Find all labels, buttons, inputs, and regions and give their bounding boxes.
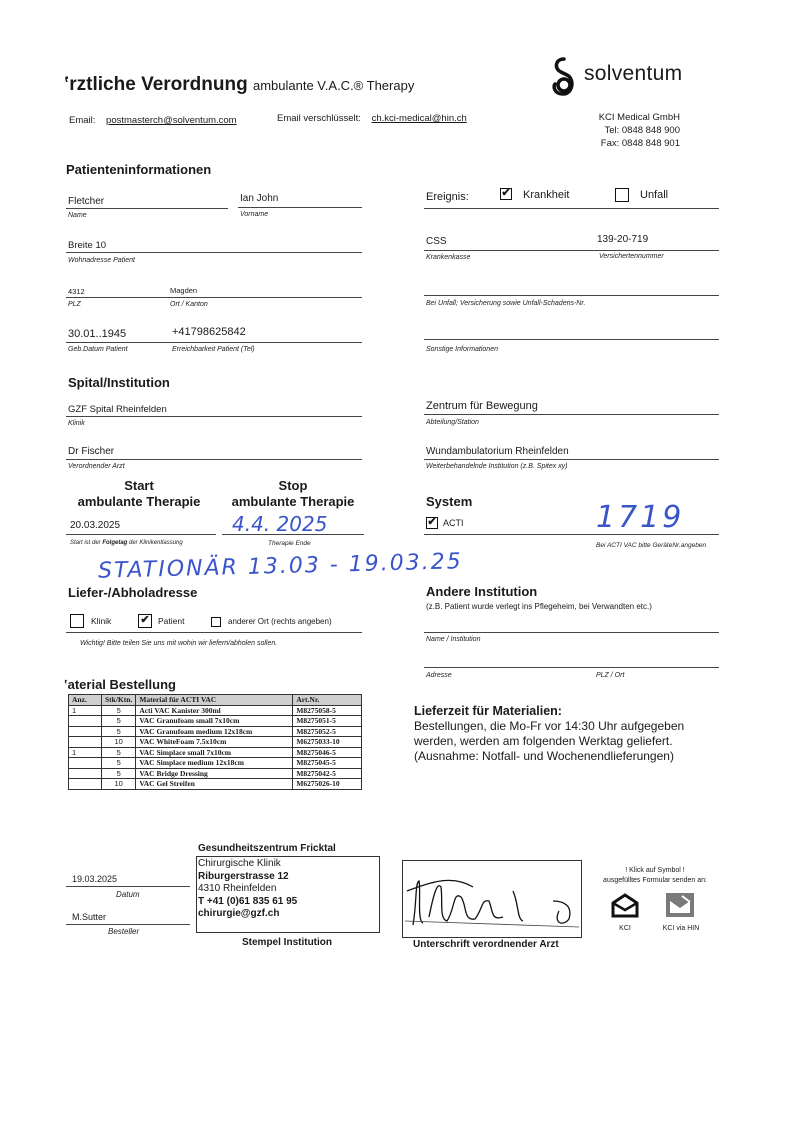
kci-hin-label: KCI via HIN bbox=[662, 925, 700, 932]
patient-vorname-value[interactable]: Ian John bbox=[240, 193, 279, 204]
table-row[interactable]: 1 5 Acti VAC Kanister 300ml M8275058-5 bbox=[69, 705, 362, 716]
krankenkasse-value[interactable]: CSS bbox=[426, 236, 447, 247]
stop-title bbox=[222, 478, 364, 510]
patient-address-label: Wohnadresse Patient bbox=[68, 257, 135, 264]
ort-value[interactable]: Magden bbox=[170, 286, 198, 295]
patient-section-title: Patienteninformationen bbox=[66, 162, 212, 177]
patient-delivery-checkbox[interactable]: ✔ bbox=[138, 614, 152, 628]
datum-label: Datum bbox=[116, 890, 140, 899]
stamp-label: Stempel Institution bbox=[242, 937, 332, 948]
send-kci-hin-button[interactable] bbox=[660, 892, 704, 932]
delivery-note: Wichtig! Bitte teilen Sie uns mit wohin wir liefern/abholen sollen. bbox=[80, 640, 278, 647]
plz-label: PLZ bbox=[68, 301, 81, 308]
datum-value[interactable]: 19.03.2025 bbox=[72, 874, 118, 884]
klinik-delivery-label: Klinik bbox=[91, 616, 112, 626]
material-table-header bbox=[69, 695, 362, 706]
versichertennummer-value[interactable]: 139-20-719 bbox=[597, 234, 649, 245]
versichertennummer-label: Versichertennummer bbox=[599, 253, 664, 260]
envelope-icon bbox=[610, 892, 640, 918]
signature-label: Unterschrift verordnender Arzt bbox=[413, 939, 559, 950]
stamp-line5: T +41 (0)61 835 61 95 bbox=[198, 895, 298, 907]
station-note-handwritten: STATIONÄR 13.03 - 19.03.25 bbox=[97, 549, 464, 584]
arzt-label: Verordnender Arzt bbox=[68, 463, 125, 470]
table-row[interactable]: 1 5 VAC Simplace small 7x10cm M8275046-5 bbox=[69, 747, 362, 758]
patient-name-label: Name bbox=[68, 212, 87, 219]
lieferzeit-block bbox=[414, 704, 684, 764]
send-instructions bbox=[590, 866, 720, 886]
abteilung-label: Abteilung/Station bbox=[426, 419, 479, 426]
patient-tel-label: Erreichbarkeit Patient (Tel) bbox=[172, 346, 255, 353]
institution-section-title: Spital/Institution bbox=[68, 375, 170, 390]
other-institution-hint: (z.B. Patient wurde verlegt ins Pflegeheim, bei Verwandten etc.) bbox=[426, 602, 652, 611]
start-title-line1: Start bbox=[124, 478, 154, 493]
patient-address-value[interactable]: Breite 10 bbox=[68, 240, 107, 251]
hin-envelope-icon bbox=[665, 892, 695, 918]
kci-label: KCI bbox=[619, 925, 631, 932]
table-row[interactable]: 5 VAC Granufoam medium 12x18cm M8275052-5 bbox=[69, 726, 362, 737]
material-table bbox=[68, 694, 362, 790]
klinik-delivery-checkbox[interactable] bbox=[70, 614, 84, 628]
start-title bbox=[68, 478, 210, 510]
company-tel: Tel: 0848 848 900 bbox=[604, 125, 680, 136]
logo-text: solventum bbox=[584, 62, 683, 85]
company-block bbox=[560, 111, 680, 150]
arzt-value[interactable]: Dr Fischer bbox=[68, 446, 115, 457]
patient-delivery-label: Patient bbox=[158, 616, 185, 626]
company-name: KCI Medical GmbH bbox=[598, 112, 680, 123]
start-date-value[interactable]: 20.03.2025 bbox=[70, 520, 121, 531]
email-label: Email: bbox=[69, 115, 96, 126]
email-link[interactable]: postmasterch@solventum.com bbox=[106, 115, 237, 126]
solventum-s-icon bbox=[548, 56, 580, 98]
device-number-label: Bei ACTI VAC bitte GeräteNr.angeben bbox=[596, 542, 707, 549]
dob-value[interactable]: 30.01..1945 bbox=[68, 328, 127, 340]
device-number-handwritten[interactable]: 1719 bbox=[596, 500, 685, 535]
dob-label: Geb.Datum Patient bbox=[68, 346, 128, 353]
stamp-line1: Gesundheitszentrum Fricktal bbox=[198, 843, 336, 854]
name-institution-label: Name / Institution bbox=[426, 636, 481, 643]
besteller-label: Besteller bbox=[108, 927, 140, 936]
ereignis-label: Ereignis: bbox=[426, 191, 469, 203]
stamp-line4: 4310 Rheinfelden bbox=[198, 883, 277, 894]
patient-tel-value[interactable]: +41798625842 bbox=[172, 326, 246, 338]
unfall-checkbox[interactable] bbox=[615, 188, 629, 202]
anderer-ort-label: anderer Ort (rechts angeben) bbox=[228, 617, 332, 626]
acti-label: ACTI bbox=[443, 518, 464, 528]
anderer-ort-checkbox[interactable] bbox=[211, 617, 221, 627]
table-row[interactable]: 5 VAC Simplace medium 12x18cm M8275045-5 bbox=[69, 758, 362, 769]
patient-name-value[interactable]: Fletcher bbox=[68, 196, 105, 207]
delivery-title: Liefer-/Abholadresse bbox=[68, 585, 198, 600]
weiterbehandelnd-value[interactable]: Wundambulatorium Rheinfelden bbox=[426, 446, 569, 457]
besteller-value[interactable]: M.Sutter bbox=[72, 912, 107, 922]
form-title bbox=[64, 74, 414, 96]
patient-vorname-label: Vorname bbox=[240, 211, 269, 218]
sonstige-label: Sonstige Informationen bbox=[426, 346, 498, 353]
col-stk: Stk/Ktn. bbox=[102, 695, 136, 706]
email-encrypted-label: Email verschlüsselt: bbox=[277, 113, 361, 124]
stamp-line3: Riburgerstrasse 12 bbox=[198, 870, 289, 882]
lieferzeit-line2: werden, werden am folgenden Werktag geliefert. bbox=[414, 734, 673, 748]
title-main: ʽrztliche Verordnung bbox=[64, 74, 248, 95]
krankenkasse-label: Krankenkasse bbox=[426, 254, 471, 261]
send-kci-button[interactable] bbox=[610, 892, 644, 932]
institution-stamp[interactable] bbox=[196, 856, 380, 933]
start-date-label: Start ist der Folgetag der Klinikentlassung bbox=[70, 540, 183, 546]
title-sub: ambulante V.A.C.® Therapy bbox=[252, 78, 415, 93]
col-artnr: Art.Nr. bbox=[293, 695, 362, 706]
col-material: Material für ACTI VAC bbox=[136, 695, 293, 706]
unfall-label: Unfall bbox=[640, 189, 669, 201]
stamp-line2: Chirurgische Klinik bbox=[198, 858, 281, 869]
krankheit-label: Krankheit bbox=[523, 189, 570, 201]
abteilung-value[interactable]: Zentrum für Bewegung bbox=[426, 400, 538, 412]
klick-line2: ausgefülltes Formular senden an: bbox=[603, 877, 707, 884]
stop-date-handwritten[interactable]: 4.4. 2025 bbox=[232, 512, 328, 536]
company-fax: Fax: 0848 848 901 bbox=[600, 138, 680, 149]
table-row[interactable]: 10 VAC WhiteFoam 7.5x10cm M6275033-10 bbox=[69, 737, 362, 748]
lieferzeit-line1: Bestellungen, die Mo-Fr vor 14:30 Uhr aufgegeben bbox=[414, 719, 685, 733]
stop-title-line1: Stop bbox=[278, 478, 308, 493]
krankheit-checkbox[interactable]: ✔ bbox=[501, 187, 511, 199]
signature-icon bbox=[403, 861, 581, 937]
email-encrypted-link[interactable]: ch.kci-medical@hin.ch bbox=[371, 113, 467, 124]
lieferzeit-line3: (Ausnahme: Notfall- und Wochenendlieferungen) bbox=[414, 749, 674, 763]
weiterbehandelnd-label: Weiterbehandelnde Institution (z.B. Spitex xy) bbox=[426, 463, 568, 470]
stamp-line6: chirurgie@gzf.ch bbox=[198, 908, 280, 919]
stamp-header bbox=[198, 843, 336, 856]
other-institution-title: Andere Institution bbox=[426, 584, 538, 599]
solventum-logo bbox=[548, 56, 708, 96]
signature-box[interactable] bbox=[402, 860, 582, 938]
email-encrypted-row bbox=[277, 113, 467, 124]
table-row[interactable]: 5 VAC Granufoam small 7x10cm M8275051-5 bbox=[69, 716, 362, 727]
adresse-label: Adresse bbox=[426, 672, 452, 679]
system-title: System bbox=[426, 494, 473, 509]
col-anz: Anz. bbox=[69, 695, 102, 706]
start-title-line2: ambulante Therapie bbox=[77, 494, 201, 509]
table-row[interactable]: 5 VAC Bridge Dressing M8275042-5 bbox=[69, 768, 362, 779]
stop-date-label: Therapie Ende bbox=[268, 540, 311, 547]
acti-checkbox[interactable]: ✔ bbox=[427, 516, 437, 528]
klick-line1: ! Klick auf Symbol ! bbox=[625, 867, 685, 874]
email-row bbox=[69, 115, 237, 126]
stop-title-line2: ambulante Therapie bbox=[231, 494, 355, 509]
plz-ort-label: PLZ / Ort bbox=[596, 672, 625, 679]
material-title: ʽaterial Bestellung bbox=[64, 677, 176, 692]
table-row[interactable]: 10 VAC Gel Streifen M6275026-10 bbox=[69, 779, 362, 790]
lieferzeit-title: Lieferzeit für Materialien: bbox=[414, 704, 562, 718]
klinik-value[interactable]: GZF Spital Rheinfelden bbox=[68, 404, 167, 415]
unfall-versicherung-label: Bei Unfall; Versicherung sowie Unfall-Schadens-Nr. bbox=[426, 300, 586, 307]
ort-label: Ort / Kanton bbox=[170, 301, 208, 308]
klinik-label: Klinik bbox=[68, 420, 85, 427]
plz-value[interactable]: 4312 bbox=[68, 287, 85, 296]
